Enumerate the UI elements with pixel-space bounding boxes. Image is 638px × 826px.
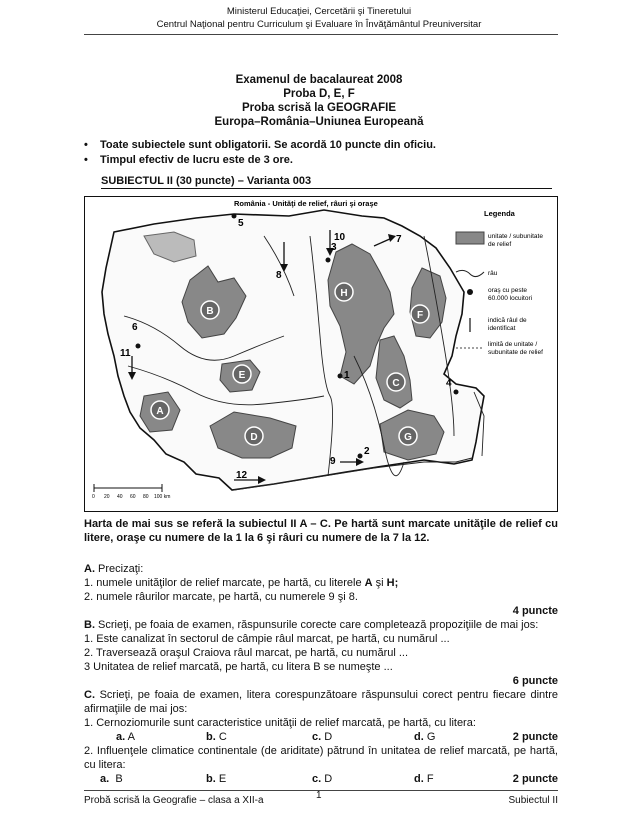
- legend-title: Legenda: [484, 209, 515, 218]
- exam-line-3: Proba scrisă la GEOGRAFIE: [241, 102, 397, 114]
- q1-option-d: d. G: [414, 731, 436, 743]
- q2-points: 2 puncte: [512, 773, 558, 785]
- header-rule: [84, 34, 558, 35]
- instruction-1: • Toate subiectele sunt obligatorii. Se acordă 10 puncte din oficiu.: [100, 139, 436, 151]
- q1-option-c: c. D: [312, 731, 333, 743]
- part-a-heading: A. Precizaţi:: [84, 563, 144, 575]
- map-title: România - Unităţi de relief, râuri şi oraşe: [234, 199, 378, 208]
- q2-option-c: c. D: [312, 773, 333, 785]
- scale-60: 60: [130, 494, 136, 500]
- subject-title: SUBIECTUL II (30 puncte) – Varianta 003: [101, 175, 552, 189]
- city-6: 6: [132, 322, 138, 333]
- map-intro: Harta de mai sus se referă la subiectul II A – C. Pe hartă sunt marcate unităţile de relief cu litere, oraşe cu numere de la 1 la 6 şi râuri cu numere de la 7 la 12.: [84, 518, 558, 544]
- exam-line-1: Examenul de bacalaureat 2008: [235, 74, 403, 86]
- letter-a: A: [156, 406, 164, 417]
- part-b-item-2: 2. Traversează oraşul Craiova râul marcat, pe hartă, cu numărul ...: [84, 647, 409, 659]
- center-line: Centrul Naţional pentru Curriculum şi Evaluare în Învăţământul Preuniversitar: [156, 19, 482, 30]
- letter-b: B: [206, 306, 214, 317]
- footer-right: Subiectul II: [508, 795, 558, 806]
- part-a-item-2: 2. numele râurilor marcate, pe hartă, cu numerele 9 şi 8.: [84, 591, 358, 603]
- exam-line-4: Europa–România–Uniunea Europeană: [214, 116, 424, 128]
- legend-river: râu: [488, 270, 498, 277]
- part-a-points: 4 puncte: [512, 605, 558, 617]
- city-1: 1: [344, 370, 350, 381]
- river-12: 12: [236, 470, 248, 481]
- q1-option-b: b. C: [206, 731, 227, 743]
- instruction-2: • Timpul efectiv de lucru este de 3 ore.: [100, 154, 293, 166]
- city-5: 5: [238, 218, 244, 229]
- footer-left: Probă scrisă la Geografie – clasa a XII-a: [84, 795, 264, 806]
- legend-unit-2: de relief: [488, 241, 512, 248]
- legend-city-2: 60.000 locuitori: [488, 295, 533, 302]
- part-a-item-1: 1. numele unităţilor de relief marcate, pe hartă, cu literele A şi H;: [84, 577, 399, 589]
- legend-arrow-1: indică râul de: [488, 317, 527, 324]
- river-9: 9: [330, 456, 336, 467]
- legend-unit-1: unitate / subunitate: [488, 233, 543, 240]
- river-10: 10: [334, 232, 346, 243]
- q1-option-a: a. A: [116, 731, 135, 743]
- page-number: 1: [316, 790, 322, 801]
- river-8: 8: [276, 270, 282, 281]
- scale-40: 40: [117, 494, 123, 500]
- legend-limit-2: subunitate de relief: [488, 349, 543, 356]
- letter-h: H: [340, 288, 348, 299]
- letter-f: F: [416, 310, 424, 321]
- river-11: 11: [120, 348, 131, 359]
- legend-arrow-2: identificat: [488, 325, 516, 332]
- part-b-item-3: 3 Unitatea de relief marcată, pe hartă, cu litera B se numeşte ...: [84, 661, 393, 673]
- exam-line-2: Proba D, E, F: [283, 88, 355, 100]
- scale-0: 0: [92, 494, 95, 500]
- q1-points: 2 puncte: [512, 731, 558, 743]
- letter-g: G: [404, 432, 412, 443]
- letter-d: D: [250, 432, 258, 443]
- q2-option-a: a. B: [100, 773, 123, 785]
- q2-option-d: d. F: [414, 773, 434, 785]
- legend-limit-1: limită de unitate /: [488, 341, 538, 348]
- part-c-heading: C. Scrieţi, pe foaia de examen, litera corespunzătoare răspunsului corect pentru fiecare dintre afirmaţiile de mai jos:: [84, 689, 558, 715]
- ministry-line: Ministerul Educaţiei, Cercetării şi Tineretului: [226, 6, 412, 17]
- city-3: 3: [331, 242, 337, 253]
- scale-100: 100 km: [154, 494, 171, 500]
- q2-option-b: b. E: [206, 773, 227, 785]
- part-b-heading: B. Scrieţi, pe foaia de examen, răspunsurile corecte care completează propoziţiile de mai jos:: [84, 619, 539, 631]
- scale-80: 80: [143, 494, 149, 500]
- part-b-item-1: 1. Este canalizat în sectorul de câmpie râul marcat, pe hartă, cu numărul ...: [84, 633, 450, 645]
- river-7: 7: [396, 234, 402, 245]
- city-2: 2: [364, 446, 370, 457]
- letter-e: E: [238, 370, 246, 381]
- scale-20: 20: [104, 494, 110, 500]
- part-c-q2: 2. Influenţele climatice continentale (de ariditate) pătrund în unitatea de relief marcată, pe hartă, cu litera:: [84, 745, 558, 771]
- romania-relief-map: [84, 196, 558, 512]
- legend-city-1: oraş cu peste: [488, 287, 528, 294]
- part-b-points: 6 puncte: [512, 675, 558, 687]
- part-c-q1: 1. Cernoziomurile sunt caracteristice unităţii de relief marcată, pe hartă, cu litera:: [84, 717, 476, 729]
- city-4: 4: [446, 378, 452, 389]
- letter-c: C: [392, 378, 400, 389]
